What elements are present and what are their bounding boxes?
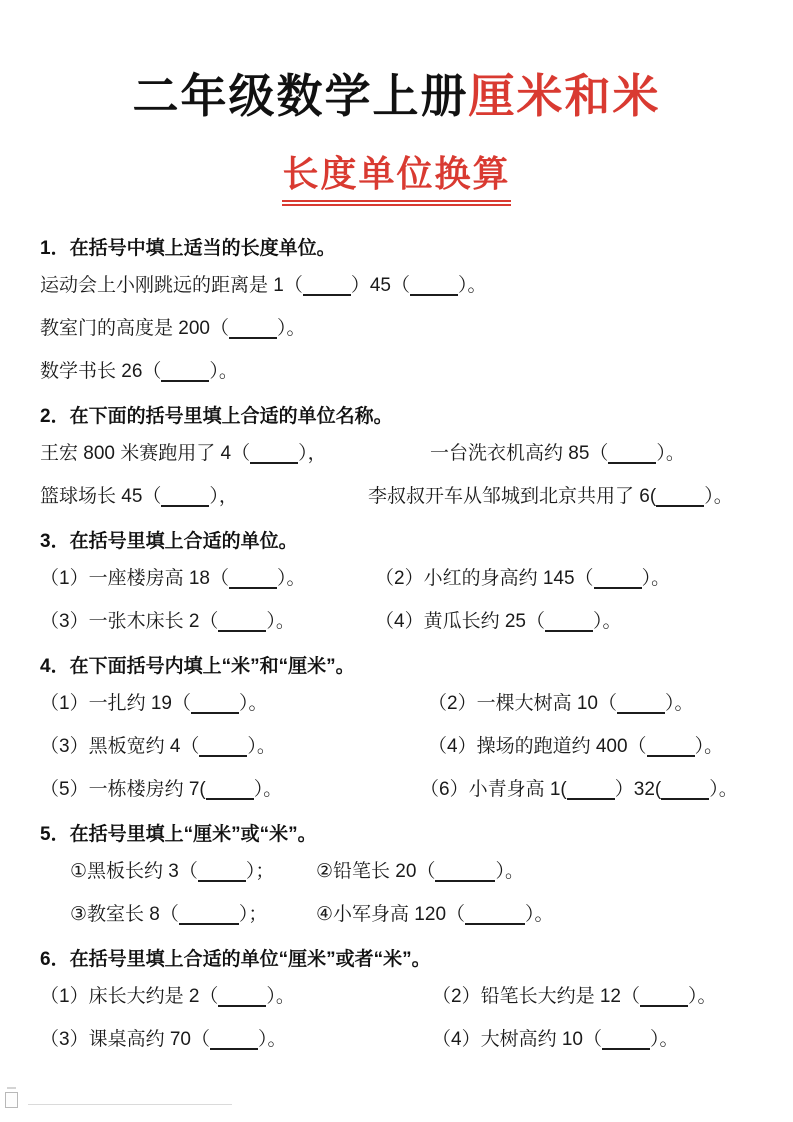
question-text: 篮球场长 45（ ），	[40, 485, 238, 507]
question-text: （3）黑板宽约 4（ ）。	[40, 735, 276, 757]
answer-blank	[199, 736, 247, 757]
answer-blank	[608, 443, 656, 464]
question-text: （4）大树高约 10（ ）。	[432, 1028, 679, 1050]
answer-blank	[661, 779, 709, 800]
question-text: ①黑板长约 3（ ）；	[70, 860, 275, 882]
answer-blank	[161, 361, 209, 382]
section-6-heading: 6．在括号里填上合适的单位“厘米”或者“米”。	[40, 948, 431, 970]
section-4	[40, 654, 753, 809]
answer-blank	[656, 486, 704, 507]
section-3	[40, 529, 753, 641]
question-row	[40, 555, 753, 598]
answer-blank	[647, 736, 695, 757]
page-subtitle: 长度单位换算	[282, 146, 510, 206]
question-row	[40, 262, 753, 305]
answer-blank	[229, 568, 277, 589]
question-row	[40, 680, 753, 723]
question-text: 一台洗衣机高约 85（ ）。	[430, 442, 685, 464]
watermark-dash	[7, 1087, 16, 1089]
question-row	[40, 305, 753, 348]
question-text: （5）一栋楼房约 7( ）。	[40, 778, 283, 800]
question-text: （4）操场的跑道约 400（ ）。	[428, 735, 724, 757]
answer-blank	[617, 693, 665, 714]
question-text: 王宏 800 米赛跑用了 4（ ），	[40, 442, 327, 464]
question-text: （2）小红的身高约 145（ ）。	[375, 567, 671, 589]
question-text: ③教室长 8（ ）；	[70, 903, 268, 925]
answer-blank	[435, 861, 495, 882]
section-5	[40, 822, 753, 934]
question-text: 教室门的高度是 200（ ）。	[40, 317, 306, 339]
answer-blank	[640, 986, 688, 1007]
section-1	[40, 236, 753, 391]
question-row	[40, 598, 753, 641]
question-text: （3）一张木床长 2（ ）。	[40, 610, 295, 632]
answer-blank	[210, 1029, 258, 1050]
question-text: （2）铅笔长大约是 12（ ）。	[432, 985, 717, 1007]
question-row	[40, 973, 753, 1016]
question-text: （2）一棵大树高 10（ ）。	[428, 692, 694, 714]
question-row	[40, 1016, 753, 1059]
answer-blank	[198, 861, 246, 882]
question-row	[40, 348, 753, 391]
section-2-heading: 2．在下面的括号里填上合适的单位名称。	[40, 405, 393, 427]
answer-blank	[545, 611, 593, 632]
section-2	[40, 404, 753, 516]
question-row	[40, 848, 753, 891]
answer-blank	[218, 611, 266, 632]
question-text: （6）小青身高 1( ）32( ）。	[420, 778, 738, 800]
answer-blank	[229, 318, 277, 339]
question-text: ④小军身高 120（ ）。	[316, 903, 554, 925]
answer-blank	[191, 693, 239, 714]
question-text: （4）黄瓜长约 25（ ）。	[375, 610, 622, 632]
page-title	[40, 68, 753, 126]
section-4-heading: 4．在下面括号内填上“米”和“厘米”。	[40, 655, 355, 677]
question-text: ②铅笔长 20（ ）。	[316, 860, 524, 882]
question-row	[40, 430, 753, 473]
watermark-logo-icon	[5, 1092, 18, 1108]
question-text: （1）床长大约是 2（ ）。	[40, 985, 295, 1007]
answer-blank	[567, 779, 615, 800]
question-text: （1）一扎约 19（ ）。	[40, 692, 268, 714]
section-3-heading: 3．在括号里填上合适的单位。	[40, 530, 298, 552]
question-text: 运动会上小刚跳远的距离是 1（ ）45（ ）。	[40, 274, 487, 296]
section-1-heading: 1．在括号中填上适当的长度单位。	[40, 237, 336, 259]
title-black-part: 二年级数学上册	[132, 70, 469, 122]
answer-blank	[303, 275, 351, 296]
question-text: （1）一座楼房高 18（ ）。	[40, 567, 306, 589]
answer-blank	[179, 904, 239, 925]
question-row	[40, 891, 753, 934]
question-text: 数学书长 26（ ）。	[40, 360, 238, 382]
question-row	[40, 723, 753, 766]
answer-blank	[161, 486, 209, 507]
subtitle-row	[40, 146, 753, 206]
answer-blank	[250, 443, 298, 464]
question-row	[40, 473, 753, 516]
answer-blank	[410, 275, 458, 296]
section-6	[40, 947, 753, 1059]
watermark-line	[28, 1104, 232, 1105]
answer-blank	[602, 1029, 650, 1050]
answer-blank	[594, 568, 642, 589]
question-row	[40, 766, 753, 809]
answer-blank	[465, 904, 525, 925]
question-text: 李叔叔开车从邹城到北京共用了 6( ）。	[368, 485, 733, 507]
section-5-heading: 5．在括号里填上“厘米”或“米”。	[40, 823, 317, 845]
title-red-part: 厘米和米	[468, 70, 661, 122]
answer-blank	[218, 986, 266, 1007]
question-text: （3）课桌高约 70（ ）。	[40, 1028, 287, 1050]
answer-blank	[206, 779, 254, 800]
